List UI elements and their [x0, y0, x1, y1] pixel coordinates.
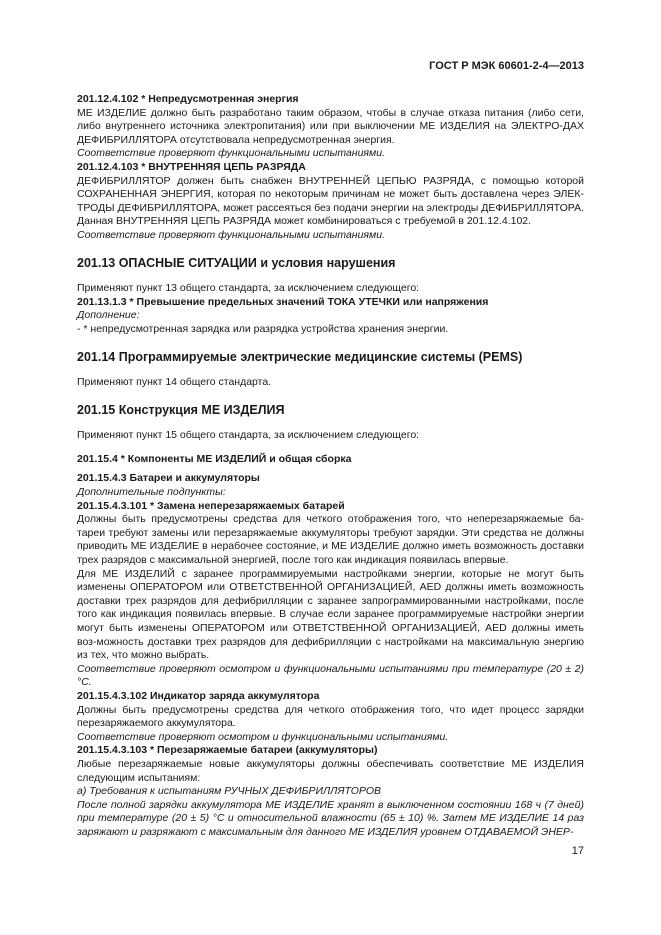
compliance-note: Соответствие проверяют осмотром и функциональными испытаниями.: [77, 730, 449, 743]
list-item: - * непредусмотренная зарядка или разрядка устройства хранения энергии.: [77, 322, 449, 335]
compliance-note: Соответствие проверяют функциональными испытаниями.: [77, 147, 385, 160]
clause-heading: 201.15.4.3 Батареи и аккумуляторы: [77, 472, 260, 485]
paragraph: После полной зарядки аккумулятора МЕ ИЗДЕЛИЕ хранят в выключенном состоянии 168 ч (7 дней) при температуре (20 ± 5) °С и относительной влажности (65 ± 10) %. Затем МЕ ИЗДЕЛИЕ 14 раз заряжают и разряжают с максимальным для данного МЕ ИЗДЕЛИЯ уровнем ОТДАВАЕМОЙ ЭНЕР-: [77, 798, 584, 838]
compliance-note: Соответствие проверяют функциональными испытаниями.: [77, 228, 385, 241]
clause-heading: 201.12.4.103 * ВНУТРЕННЯЯ ЦЕПЬ РАЗРЯДА: [77, 160, 306, 173]
paragraph: МЕ ИЗДЕЛИЕ должно быть разработано таким образом, чтобы в случае отказа питания (либо сети, либо внутреннего источника электропитания) или при выключении МЕ ИЗДЕЛИЯ на ЭЛЕКТРО-ДАХ ДЕФИБРИЛЛЯТОРА отсутствовала непредусмотренная энергия.: [77, 106, 584, 146]
addition-label: Дополнение:: [77, 309, 140, 322]
document-body: [77, 93, 584, 840]
compliance-note: Соответствие проверяют осмотром и функциональными испытаниями при температуре (20 ± 2) °С.: [77, 662, 584, 689]
paragraph: Применяют пункт 13 общего стандарта, за исключением следующего:: [77, 282, 420, 295]
paragraph: Для МЕ ИЗДЕЛИЙ с заранее программируемыми настройками энергии, которые не могут быть изменены ОПЕРАТОРОМ или ОТВЕТСТВЕННОЙ ОРГАНИЗАЦИЕЙ, AED должны иметь возможность доставки трех разрядов для дефибрилляции с заранее запрограммированными настройками, после того как индикация появилась впервые. В случае если заранее программируемые настройки энергии могут быть изменены ОПЕРАТОРОМ или ОТВЕТСТВЕННОЙ ОРГАНИЗАЦИЕЙ, AED должны иметь воз-можность доставки трех разрядов для дефибрилляции с настройками на максимальную энергию из тех, что можно выбрать.: [77, 567, 584, 662]
clause-heading: 201.15.4.3.103 * Перезаряжаемые батареи (аккумуляторы): [77, 744, 378, 757]
list-item: а) Требования к испытаниям РУЧНЫХ ДЕФИБРИЛЛЯТОРОВ: [77, 785, 382, 798]
paragraph: ДЕФИБРИЛЛЯТОР должен быть снабжен ВНУТРЕННЕЙ ЦЕПЬЮ РАЗРЯДА, с помощью которой СОХРАНЕННАЯ ЭНЕРГИЯ, которая по некоторым причинам не может быть доставлена через ЭЛЕК-ТРОДЫ ДЕФИБРИЛЛЯТОРА, может рассеяться без подачи энергии на электроды ДЕФИБРИЛЛЯТОРА.: [77, 174, 584, 214]
clause-heading: 201.15.4.3.101 * Замена неперезаряжаемых батарей: [77, 499, 345, 512]
spacer: [77, 443, 584, 453]
page-number: 17: [571, 845, 584, 857]
paragraph: Данная ВНУТРЕННЯЯ ЦЕПЬ РАЗРЯДА может комбинироваться с требуемой в 201.12.4.102.: [77, 215, 532, 228]
document-header: ГОСТ Р МЭК 60601-2-4—2013: [429, 60, 584, 72]
section-heading: 201.13 ОПАСНЫЕ СИТУАЦИИ и условия нарушения: [77, 255, 396, 270]
clause-heading: 201.15.4.3.102 Индикатор заряда аккумулятора: [77, 689, 320, 702]
paragraph: Должны быть предусмотрены средства для четкого отображения того, что неперезаряжаемые ба-тареи требуют замены или перезаряжаемые аккумуляторы требуют зарядки. Эти средства не должны приводить МЕ ИЗДЕЛИЕ в нерабочее состояние, и МЕ ИЗДЕЛИЕ должно иметь возможность доставки трех разрядов с максимальной энергией, после того как индикация появилась впервые.: [77, 513, 584, 567]
section-heading: 201.14 Программируемые электрические медицинские системы (PEMS): [77, 349, 523, 364]
paragraph: Применяют пункт 15 общего стандарта, за исключением следующего:: [77, 429, 420, 442]
paragraph: Должны быть предусмотрены средства для четкого отображения того, что идет процесс зарядки перезаряжаемого аккумулятора.: [77, 703, 584, 730]
section-heading: 201.15 Конструкция МЕ ИЗДЕЛИЯ: [77, 402, 285, 417]
paragraph: Любые перезаряжаемые новые аккумуляторы должны обеспечивать соответствие МЕ ИЗДЕЛИЯ следующим испытаниям:: [77, 757, 584, 784]
paragraph: Применяют пункт 14 общего стандарта.: [77, 376, 272, 389]
clause-heading: 201.13.1.3 * Превышение предельных значений ТОКА УТЕЧКИ или напряжения: [77, 295, 489, 308]
addition-label: Дополнительные подпункты:: [77, 486, 226, 499]
clause-heading: 201.12.4.102 * Непредусмотренная энергия: [77, 93, 299, 105]
clause-heading: 201.15.4 * Компоненты МЕ ИЗДЕЛИЙ и общая сборка: [77, 452, 352, 465]
